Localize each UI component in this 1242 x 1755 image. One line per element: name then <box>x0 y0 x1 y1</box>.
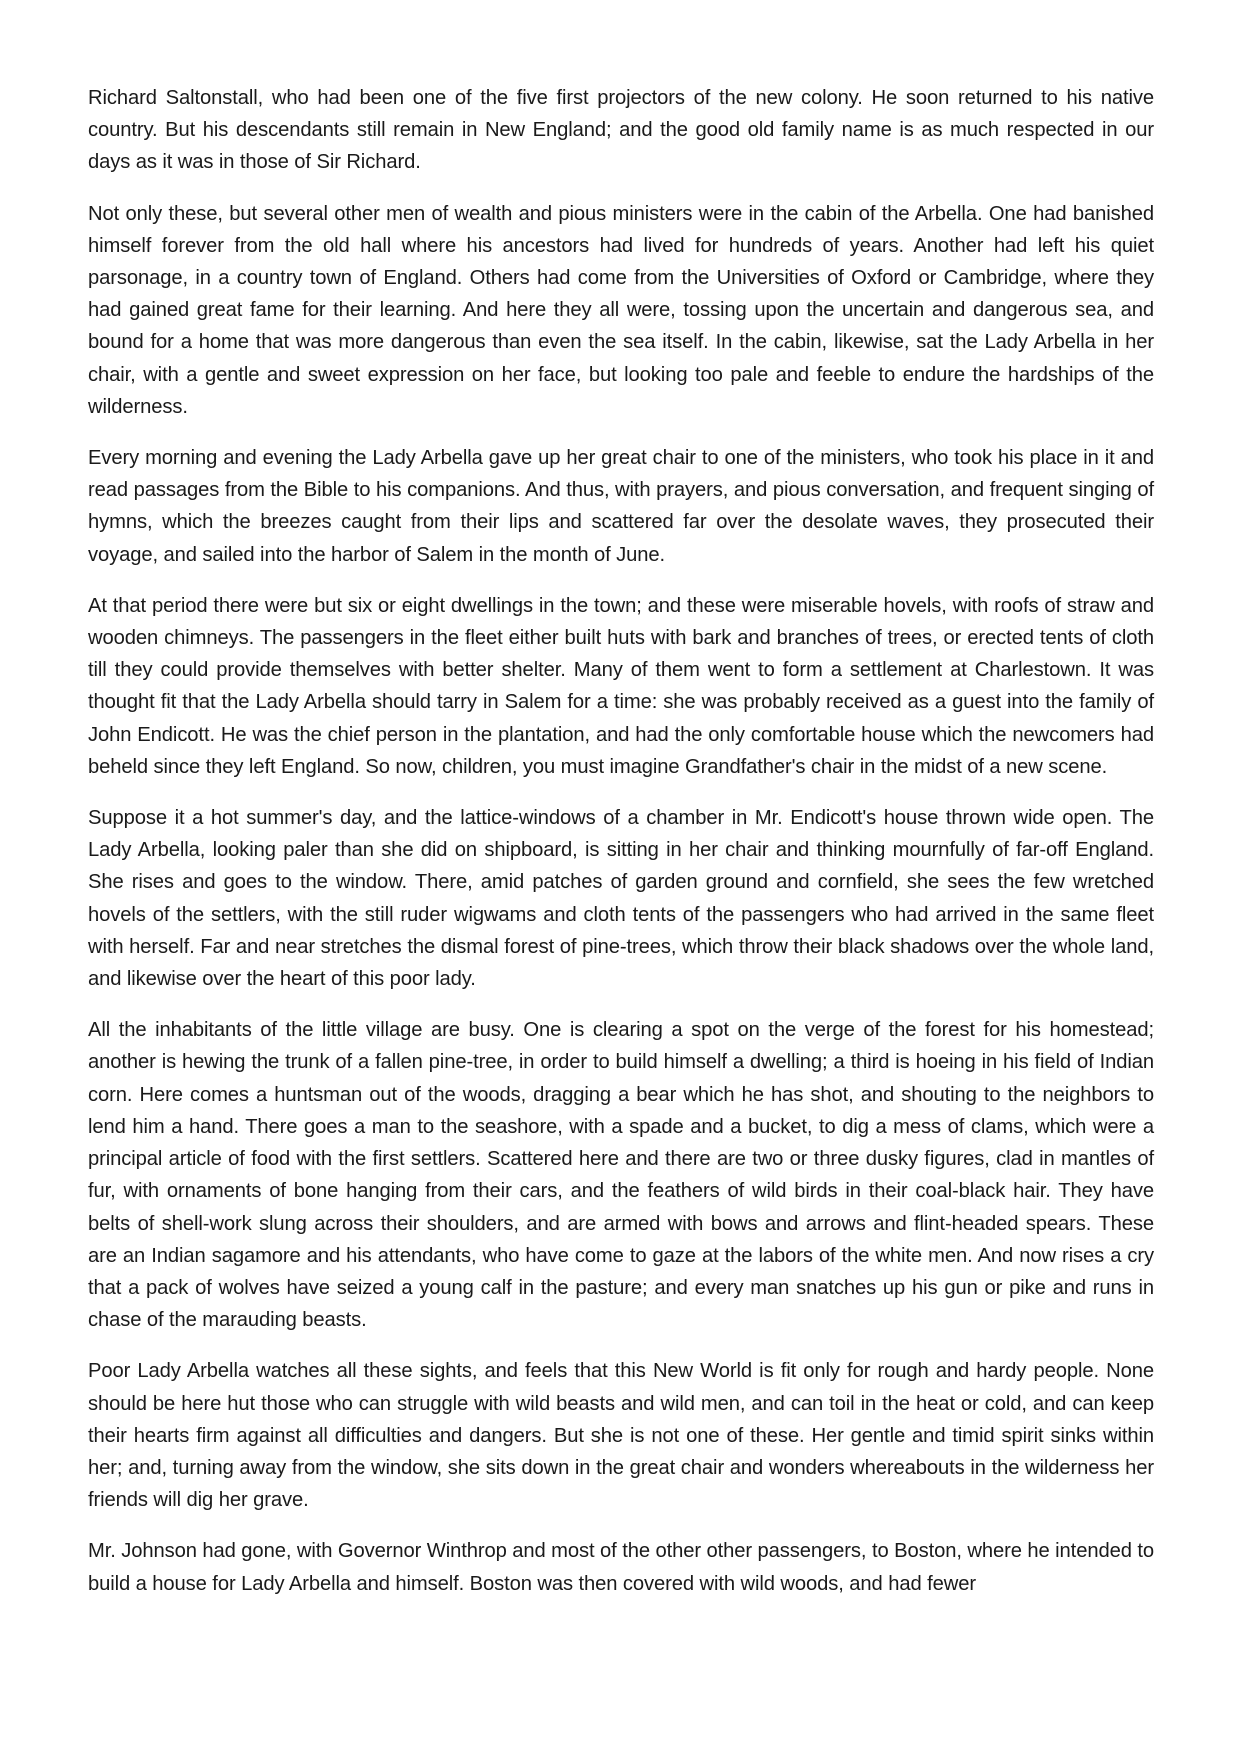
paragraph-4: At that period there were but six or eight dwellings in the town; and these were miserable hovels, with roofs of straw and wooden chimneys. The passengers in the fleet either built huts with bark and branches of trees, or erected tents of cloth till they could provide themselves with better shelter. Many of them went to form a settlement at Charlestown. It was thought fit that the Lady Arbella should tarry in Salem for a time: she was probably received as a guest into the family of John Endicott. He was the chief person in the plantation, and had the only comfortable house which the newcomers had beheld since they left England. So now, children, you must imagine Grandfather's chair in the midst of a new scene. <box>88 594 1154 778</box>
paragraph-3: Every morning and evening the Lady Arbella gave up her great chair to one of the ministers, who took his place in it and read passages from the Bible to his companions. And thus, with prayers, and pious conversation, and frequent singing of hymns, which the breezes caught from their lips and scattered far over the desolate waves, they prosecuted their voyage, and sailed into the harbor of Salem in the month of June. <box>88 447 1154 566</box>
paragraph-8: Mr. Johnson had gone, with Governor Winthrop and most of the other other passengers, to Boston, where he intended to build a house for Lady Arbella and himself. Boston was then covered with wild woods, and had fewer <box>88 1540 1154 1595</box>
paragraph-1: Richard Saltonstall, who had been one of the five first projectors of the new colony. He soon returned to his native country. But his descendants still remain in New England; and the good old family name is as much respected in our days as it was in those of Sir Richard. <box>88 87 1154 174</box>
paragraph-6: All the inhabitants of the little village are busy. One is clearing a spot on the verge of the forest for his homestead; another is hewing the trunk of a fallen pine-tree, in order to build himself a dwelling; a third is hoeing in his field of Indian corn. Here comes a huntsman out of the woods, dragging a bear which he has shot, and shouting to the neighbors to lend him a hand. There goes a man to the seashore, with a spade and a bucket, to dig a mess of clams, which were a principal article of food with the first settlers. Scattered here and there are two or three dusky figures, clad in mantles of fur, with ornaments of bone hanging from their cars, and the feathers of wild birds in their coal-black hair. They have belts of shell-work slung across their shoulders, and are armed with bows and arrows and flint-headed spears. These are an Indian sagamore and his attendants, who have come to gaze at the labors of the white men. And now rises a cry that a pack of wolves have seized a young calf in the pasture; and every man snatches up his gun or pike and runs in chase of the marauding beasts. <box>88 1019 1154 1332</box>
paragraph-2: Not only these, but several other men of wealth and pious ministers were in the cabin of the Arbella. One had banished himself forever from the old hall where his ancestors had lived for hundreds of years. Another had left his quiet parsonage, in a country town of England. Others had come from the Universities of Oxford or Cambridge, where they had gained great fame for their learning. And here they all were, tossing upon the uncertain and dangerous sea, and bound for a home that was more dangerous than even the sea itself. In the cabin, likewise, sat the Lady Arbella in her chair, with a gentle and sweet expression on her face, but looking too pale and feeble to endure the hardships of the wilderness. <box>88 202 1154 418</box>
paragraph-7: Poor Lady Arbella watches all these sights, and feels that this New World is fit only for rough and hardy people. None should be here hut those who can struggle with wild beasts and wild men, and can toil in the heat or cold, and can keep their hearts firm against all difficulties and dangers. But she is not one of these. Her gentle and timid spirit sinks within her; and, turning away from the window, she sits down in the great chair and wonders whereabouts in the wilderness her friends will dig her grave. <box>88 1360 1154 1512</box>
paragraph-5: Suppose it a hot summer's day, and the lattice-windows of a chamber in Mr. Endicott's house thrown wide open. The Lady Arbella, looking paler than she did on shipboard, is sitting in her chair and thinking mournfully of far-off England. She rises and goes to the window. There, amid patches of garden ground and cornfield, she sees the few wretched hovels of the settlers, with the still ruder wigwams and cloth tents of the passengers who had arrived in the same fleet with herself. Far and near stretches the dismal forest of pine-trees, which throw their black shadows over the whole land, and likewise over the heart of this poor lady. <box>88 807 1154 991</box>
document-page <box>88 82 1154 1600</box>
